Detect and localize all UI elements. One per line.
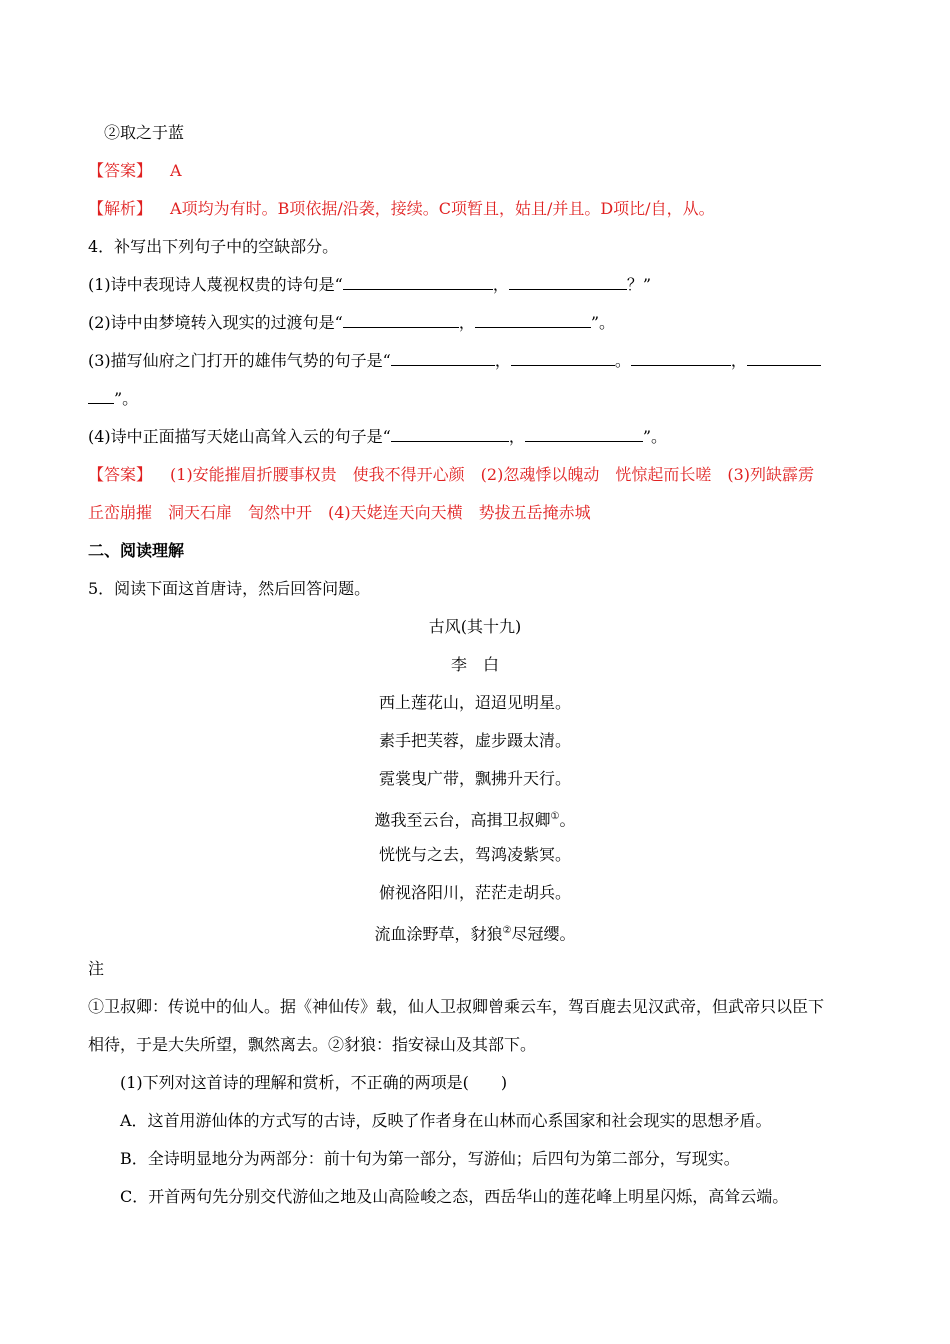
answer-2-text-1: (1)安能摧眉折腰事权贵 使我不得开心颜 (2)忽魂悸以魄动 恍惊起而长嗟 (3)列缺霹雳 bbox=[170, 465, 815, 484]
blank bbox=[391, 351, 495, 366]
q4-2-text: (2)诗中由梦境转入现实的过渡句是“ bbox=[88, 313, 343, 332]
poem-line-6: 俯视洛阳川，茫茫走胡兵。 bbox=[378, 883, 571, 902]
q4-3-comma2: ， bbox=[730, 351, 747, 370]
answer-2-line-1 bbox=[88, 464, 814, 486]
poem-line-2: 素手把芙蓉，虚步蹑太清。 bbox=[378, 731, 571, 750]
poem-line-3: 霓裳曳广带，飘拂升天行。 bbox=[378, 769, 571, 788]
section-2-heading: 二、阅读理解 bbox=[88, 541, 185, 560]
question-4: 4．补写出下列句子中的空缺部分。 bbox=[88, 237, 339, 256]
q4-1-comma: ， bbox=[492, 275, 509, 294]
answer-2-tag: 【答案】 bbox=[88, 465, 153, 484]
blank bbox=[631, 351, 731, 366]
blank bbox=[525, 427, 643, 442]
explanation-text: A项均为有时。B项依据/沿袭，接续。C项暂且，姑且/并且。D项比/自，从。 bbox=[170, 199, 715, 218]
q4-3-end: ”。 bbox=[114, 389, 139, 408]
blank bbox=[511, 351, 615, 366]
option-c: C．开首两句先分别交代游仙之地及山高险峻之态，西岳华山的莲花峰上明星闪烁，高耸云端。 bbox=[120, 1187, 789, 1206]
explanation-line bbox=[88, 198, 715, 220]
q4-4-end: ”。 bbox=[642, 427, 668, 446]
question-4-1 bbox=[88, 274, 651, 296]
footnote-marker-1: ① bbox=[550, 811, 560, 822]
blank bbox=[88, 389, 114, 404]
poem-line-7-end: 尽冠缨。 bbox=[511, 924, 576, 944]
blank bbox=[343, 313, 459, 328]
q4-1-end: ？” bbox=[626, 275, 652, 294]
poem-line-1: 西上莲花山，迢迢见明星。 bbox=[378, 693, 571, 712]
blank bbox=[475, 313, 591, 328]
poem-line-4-text: 邀我至云台，高揖卫叔卿 bbox=[374, 810, 551, 830]
poem-line-7-text: 流血涂野草，豺狼 bbox=[374, 924, 503, 944]
poem-title: 古风(其十九) bbox=[428, 617, 522, 636]
blank bbox=[747, 351, 821, 366]
footnote-marker-2: ② bbox=[502, 925, 512, 936]
q4-2-comma: ， bbox=[458, 313, 475, 332]
option-a: A．这首用游仙体的方式写的古诗，反映了作者身在山林而心系国家和社会现实的思想矛盾。 bbox=[120, 1111, 772, 1130]
question-4-2 bbox=[88, 312, 615, 334]
answer-line bbox=[88, 160, 182, 182]
question-4-3 bbox=[88, 350, 821, 372]
poem-line-4 bbox=[0, 806, 950, 831]
question-4-4 bbox=[88, 426, 667, 448]
answer-tag: 【答案】 bbox=[88, 161, 153, 180]
q4-2-end: ”。 bbox=[590, 313, 616, 332]
question-4-3-cont bbox=[88, 388, 138, 410]
blank bbox=[343, 275, 493, 290]
answer-2-text-2: 丘峦崩摧 洞天石扉 訇然中开 (4)天姥连天向天横 势拔五岳掩赤城 bbox=[88, 503, 591, 522]
q4-1-text: (1)诗中表现诗人蔑视权贵的诗句是“ bbox=[88, 275, 343, 294]
blank bbox=[509, 275, 627, 290]
explanation-tag: 【解析】 bbox=[88, 199, 153, 218]
poem-line-5: 恍恍与之去，驾鸿凌紫冥。 bbox=[378, 845, 571, 864]
poem-line-7 bbox=[0, 920, 950, 945]
note-line-2: 相待，于是大失所望，飘然离去。②豺狼：指安禄山及其部下。 bbox=[88, 1035, 537, 1054]
q4-4-text: (4)诗中正面描写天姥山高耸入云的句子是“ bbox=[88, 427, 391, 446]
q4-3-comma: ， bbox=[494, 351, 511, 370]
q4-4-comma: ， bbox=[508, 427, 525, 446]
q4-3-text: (3)描写仙府之门打开的雄伟气势的句子是“ bbox=[88, 351, 391, 370]
note-label: 注 bbox=[88, 959, 105, 978]
answer-value: A bbox=[170, 161, 182, 180]
option-line-2: ②取之于蓝 bbox=[104, 123, 185, 142]
poem-author: 李 白 bbox=[450, 655, 499, 674]
note-line-1: ①卫叔卿：传说中的仙人。据《神仙传》载，仙人卫叔卿曾乘云车，驾百鹿去见汉武帝，但武帝只以臣下 bbox=[88, 997, 825, 1016]
question-5-1: (1)下列对这首诗的理解和赏析，不正确的两项是( ) bbox=[120, 1073, 508, 1092]
poem-line-4-end: 。 bbox=[559, 810, 576, 830]
q4-3-period: 。 bbox=[614, 351, 631, 370]
blank bbox=[391, 427, 509, 442]
option-b: B．全诗明显地分为两部分：前十句为第一部分，写游仙；后四句为第二部分，写现实。 bbox=[120, 1149, 740, 1168]
question-5: 5．阅读下面这首唐诗，然后回答问题。 bbox=[88, 579, 371, 598]
